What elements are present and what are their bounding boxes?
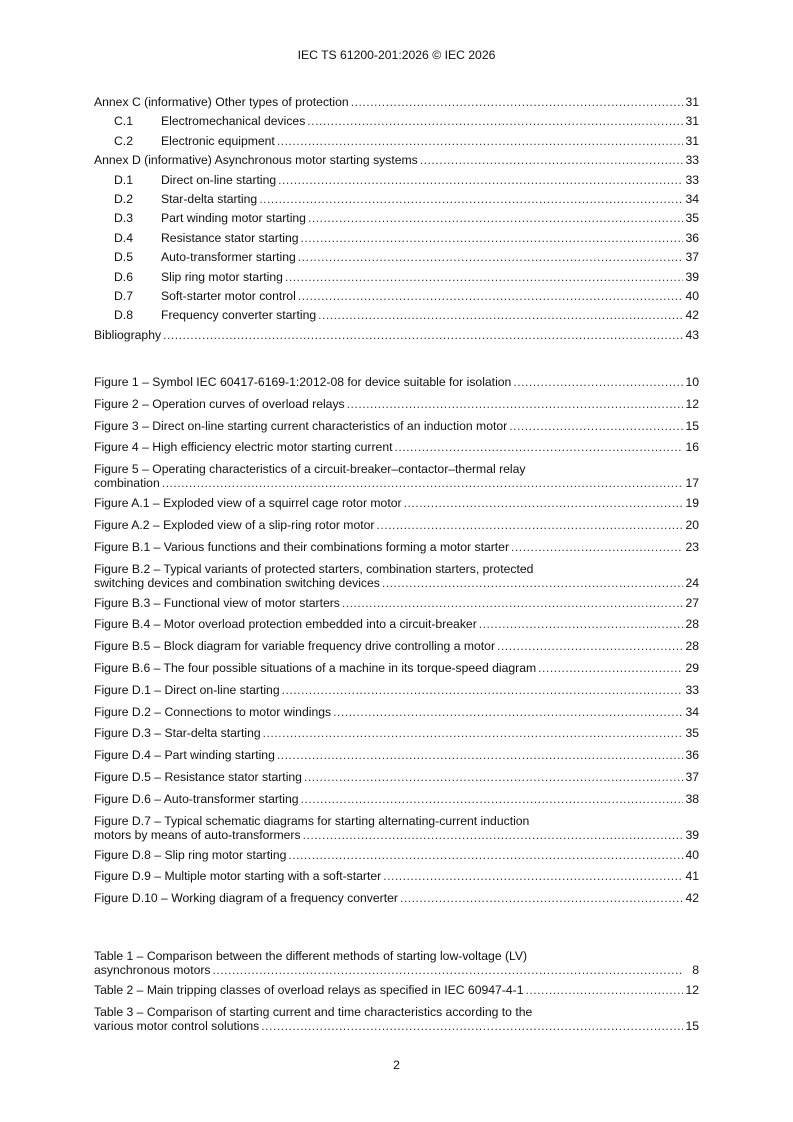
toc-entry-title-cont: switching devices and combination switching devices (94, 575, 380, 590)
toc-entry-number: D.3 (114, 211, 133, 226)
toc-entry-title: Figure B.6 – The four possible situations of a machine in its torque-speed diagram (94, 660, 537, 675)
toc-page-number: 12 (685, 983, 699, 997)
toc-entry-title: Bibliography (94, 327, 162, 342)
dot-leader (282, 680, 683, 702)
dot-leader (342, 593, 683, 615)
toc-page-number: 28 (685, 639, 699, 654)
toc-entry-title: Table 2 – Main tripping classes of overload relays as specified in IEC 60947-4-1 (94, 983, 524, 997)
toc-page-number: 12 (685, 396, 699, 411)
toc-entry-number: D.1 (114, 172, 133, 187)
toc-entry-title: Figure D.2 – Connections to motor windings (94, 704, 332, 719)
dot-leader (509, 416, 683, 438)
dot-leader (162, 476, 683, 490)
figure-list-entry[interactable] (94, 515, 699, 537)
toc-entry-title: Annex C (informative) Other types of protection (94, 95, 349, 109)
dot-leader (307, 112, 683, 131)
toc-page-number: 34 (685, 704, 699, 719)
dot-leader (376, 515, 683, 537)
toc-page-number: 28 (685, 617, 699, 632)
toc-page-number: 40 (685, 288, 699, 303)
figure-list-entry[interactable] (94, 614, 699, 636)
toc-entry-title: Figure B.1 – Various functions and their combinations forming a motor starter (94, 539, 510, 554)
toc-entry-title: Figure B.5 – Block diagram for variable frequency drive controlling a motor (94, 639, 496, 654)
figure-list-entry[interactable] (94, 680, 699, 702)
toc-entry-number: D.7 (114, 288, 133, 303)
toc-entry-title: Figure A.1 – Exploded view of a squirrel cage rotor motor (94, 496, 402, 511)
toc-entry-title: Slip ring motor starting (161, 269, 283, 284)
dot-leader (497, 636, 683, 658)
toc-entry-last-line (94, 1019, 699, 1033)
figure-list-entry[interactable] (94, 745, 699, 767)
toc-page-number: 17 (685, 476, 699, 491)
toc-page-number: 16 (685, 440, 699, 455)
toc-page-number: 34 (685, 191, 699, 206)
figure-list-entry[interactable] (94, 437, 699, 459)
toc-page-number: 15 (685, 1018, 699, 1033)
table-list-entry[interactable] (94, 1002, 699, 1036)
toc-entry-title: Figure D.1 – Direct on-line starting (94, 682, 280, 697)
toc-entry-title: Figure D.9 – Multiple motor starting with a soft-starter (94, 869, 382, 884)
toc-entry-d8[interactable] (94, 306, 699, 325)
dot-leader (308, 209, 683, 228)
toc-entry-number: D.2 (114, 191, 133, 206)
page-number: 2 (393, 1058, 400, 1072)
dot-leader (404, 493, 683, 515)
toc-entry-title-cont: various motor control solutions (94, 1018, 260, 1033)
toc-entry-d1[interactable] (94, 171, 699, 190)
toc-entry-title-cont: combination (94, 476, 160, 491)
table-list-entry[interactable] (94, 946, 699, 980)
toc-entry-title: Soft-starter motor control (161, 288, 296, 303)
toc-page-number: 36 (685, 748, 699, 763)
toc-page-number: 37 (685, 769, 699, 784)
dot-leader (333, 702, 683, 724)
dot-leader (298, 287, 683, 306)
toc-entry-number: D.5 (114, 250, 133, 265)
figure-list-entry[interactable] (94, 723, 699, 745)
dot-leader (163, 326, 683, 345)
toc-entry-title: Figure 3 – Direct on-line starting current characteristics of an induction motor (94, 418, 508, 433)
toc-entry-title: Figure 2 – Operation curves of overload relays (94, 396, 345, 411)
toc-entry-title: Table 1 – Comparison between the different methods of starting low-voltage (LV) (94, 949, 528, 963)
toc-entry-number: D.4 (114, 230, 133, 245)
toc-entry-d3[interactable] (94, 209, 699, 228)
dot-leader (351, 93, 683, 112)
toc-entry-title: Figure D.6 – Auto-transformer starting (94, 791, 299, 806)
dot-leader (301, 789, 683, 811)
toc-entry-title: Resistance stator starting (161, 230, 299, 245)
toc-entry-last-line (94, 476, 699, 490)
toc-entry-last-line (94, 576, 699, 590)
dot-leader (400, 888, 683, 910)
toc-entry-title: Figure 1 – Symbol IEC 60417-6169-1:2012-08 for device suitable for isolation (94, 375, 512, 389)
figure-list-entry[interactable] (94, 789, 699, 811)
toc-page-number: 33 (685, 172, 699, 187)
toc-entry-title: Figure D.4 – Part winding starting (94, 748, 275, 763)
toc-entry-annex-d[interactable] (94, 151, 699, 170)
list-of-tables (94, 946, 699, 1036)
toc-page-number: 31 (685, 133, 699, 148)
toc-entry-title: Electronic equipment (161, 133, 275, 148)
table-list-entry[interactable] (94, 980, 699, 1002)
toc-page-number: 36 (685, 230, 699, 245)
toc-entry-last-line (94, 963, 699, 977)
toc-page-number: 43 (685, 327, 699, 342)
figure-list-entry[interactable] (94, 767, 699, 789)
toc-entry-annex-c[interactable] (94, 93, 699, 112)
toc-page-number: 39 (685, 827, 699, 842)
toc-page-number: 41 (685, 869, 699, 884)
toc-entry-title: Figure D.10 – Working diagram of a frequency converter (94, 891, 398, 906)
toc-page-number: 38 (685, 791, 699, 806)
toc-page-number: 29 (685, 660, 699, 675)
dot-leader (301, 229, 683, 248)
toc-entry-title-cont: motors by means of auto-transformers (94, 827, 301, 842)
toc-page-number: 19 (685, 496, 699, 511)
figure-list-entry[interactable] (94, 888, 699, 910)
toc-entry-d7[interactable] (94, 287, 699, 306)
toc-entry-title: Direct on-line starting (161, 172, 277, 187)
figure-list-entry[interactable] (94, 866, 699, 888)
figure-list-entry[interactable] (94, 811, 699, 845)
toc-page-number: 31 (685, 114, 699, 129)
dot-leader (538, 658, 683, 680)
toc-page-number: 27 (685, 595, 699, 610)
dot-leader (288, 845, 683, 867)
toc-page-number: 23 (685, 539, 699, 554)
toc-page-number: 33 (685, 153, 699, 168)
figure-list-entry[interactable] (94, 559, 699, 593)
toc-entry-title: Electromechanical devices (161, 114, 306, 129)
toc-entry-title: Figure 4 – High efficiency electric motor starting current (94, 440, 393, 455)
toc-entry-number: D.6 (114, 269, 133, 284)
dot-leader (511, 537, 683, 559)
figure-list-entry[interactable] (94, 493, 699, 515)
toc-entry-number: C.1 (114, 114, 133, 129)
dot-leader (259, 190, 683, 209)
toc-page-number: 24 (685, 575, 699, 590)
toc-entry-d2[interactable] (94, 190, 699, 209)
toc-entry-title: Auto-transformer starting (161, 250, 296, 265)
toc-page-number: 35 (685, 726, 699, 741)
toc-entry-title: Part winding motor starting (161, 211, 306, 226)
toc-entry-title: Figure B.4 – Motor overload protection embedded into a circuit-breaker (94, 617, 477, 632)
toc-entry-title: Figure D.5 – Resistance stator starting (94, 769, 302, 784)
toc-entry-title: Table 3 – Comparison of starting current and time characteristics according to the (94, 1004, 533, 1019)
figure-list-entry[interactable] (94, 459, 699, 493)
dot-leader (278, 171, 683, 190)
dot-leader (263, 723, 683, 745)
list-of-figures (94, 372, 699, 910)
toc-page-number: 15 (685, 418, 699, 433)
toc-entry-title: Figure A.2 – Exploded view of a slip-ring rotor motor (94, 517, 375, 532)
toc-page-number: 42 (685, 308, 699, 323)
dot-leader (304, 767, 683, 789)
dot-leader (303, 828, 683, 842)
toc-entry-number: D.8 (114, 308, 133, 323)
dot-leader (479, 614, 683, 636)
figure-list-entry[interactable] (94, 658, 699, 680)
figure-list-entry[interactable] (94, 537, 699, 559)
dot-leader (395, 437, 684, 459)
toc-page-number: 20 (685, 517, 699, 532)
dot-leader (318, 306, 683, 325)
toc-entry-title: Frequency converter starting (161, 308, 317, 323)
dot-leader (382, 576, 683, 590)
dot-leader (213, 963, 683, 977)
toc-entry-title: Figure D.7 – Typical schematic diagrams for starting alternating-current induction (94, 813, 530, 828)
toc-entry-title: Figure B.3 – Functional view of motor starters (94, 595, 340, 610)
figure-list-entry[interactable] (94, 372, 699, 394)
toc-entry-title-cont: asynchronous motors (94, 963, 211, 977)
toc-entry-d5[interactable] (94, 248, 699, 267)
toc-page-number: 31 (685, 95, 699, 109)
dot-leader (513, 372, 683, 394)
figure-list-entry[interactable] (94, 702, 699, 724)
toc-entry-last-line (94, 828, 699, 842)
toc-entry-d4[interactable] (94, 229, 699, 248)
toc-page-number: 40 (685, 847, 699, 862)
toc-entry-title: Figure D.3 – Star-delta starting (94, 726, 261, 741)
dot-leader (277, 132, 683, 151)
dot-leader (285, 268, 683, 287)
toc-entry-title: Figure D.8 – Slip ring motor starting (94, 847, 287, 862)
figure-list-entry[interactable] (94, 416, 699, 438)
toc-entry-title: Star-delta starting (161, 191, 258, 206)
figure-list-entry[interactable] (94, 593, 699, 615)
toc-page-number: 10 (685, 375, 699, 389)
figure-list-entry[interactable] (94, 636, 699, 658)
dot-leader (347, 394, 683, 416)
annex-toc (94, 93, 699, 345)
toc-page-number: 39 (685, 269, 699, 284)
dot-leader (383, 866, 683, 888)
toc-page-number: 35 (685, 211, 699, 226)
toc-entry-c1[interactable] (94, 112, 699, 131)
toc-entry-title: Annex D (informative) Asynchronous motor starting systems (94, 153, 418, 168)
toc-entry-number: C.2 (114, 133, 133, 148)
toc-entry-bibliography[interactable] (94, 326, 699, 345)
dot-leader (277, 745, 683, 767)
toc-entry-c2[interactable] (94, 132, 699, 151)
figure-list-entry[interactable] (94, 845, 699, 867)
toc-page-number: 33 (685, 682, 699, 697)
toc-entry-d6[interactable] (94, 268, 699, 287)
running-header: IEC TS 61200-201:2026 © IEC 2026 (297, 48, 496, 62)
toc-entry-title: Figure 5 – Operating characteristics of a circuit-breaker–contactor–thermal relay (94, 462, 526, 477)
toc-page-number: 42 (685, 891, 699, 906)
dot-leader (298, 248, 683, 267)
toc-entry-title: Figure B.2 – Typical variants of protected starters, combination starters, protected (94, 561, 534, 576)
toc-page-number: 8 (692, 963, 699, 977)
dot-leader (526, 980, 683, 1002)
toc-page-number: 37 (685, 250, 699, 265)
dot-leader (261, 1019, 683, 1033)
figure-list-entry[interactable] (94, 394, 699, 416)
dot-leader (420, 151, 683, 170)
